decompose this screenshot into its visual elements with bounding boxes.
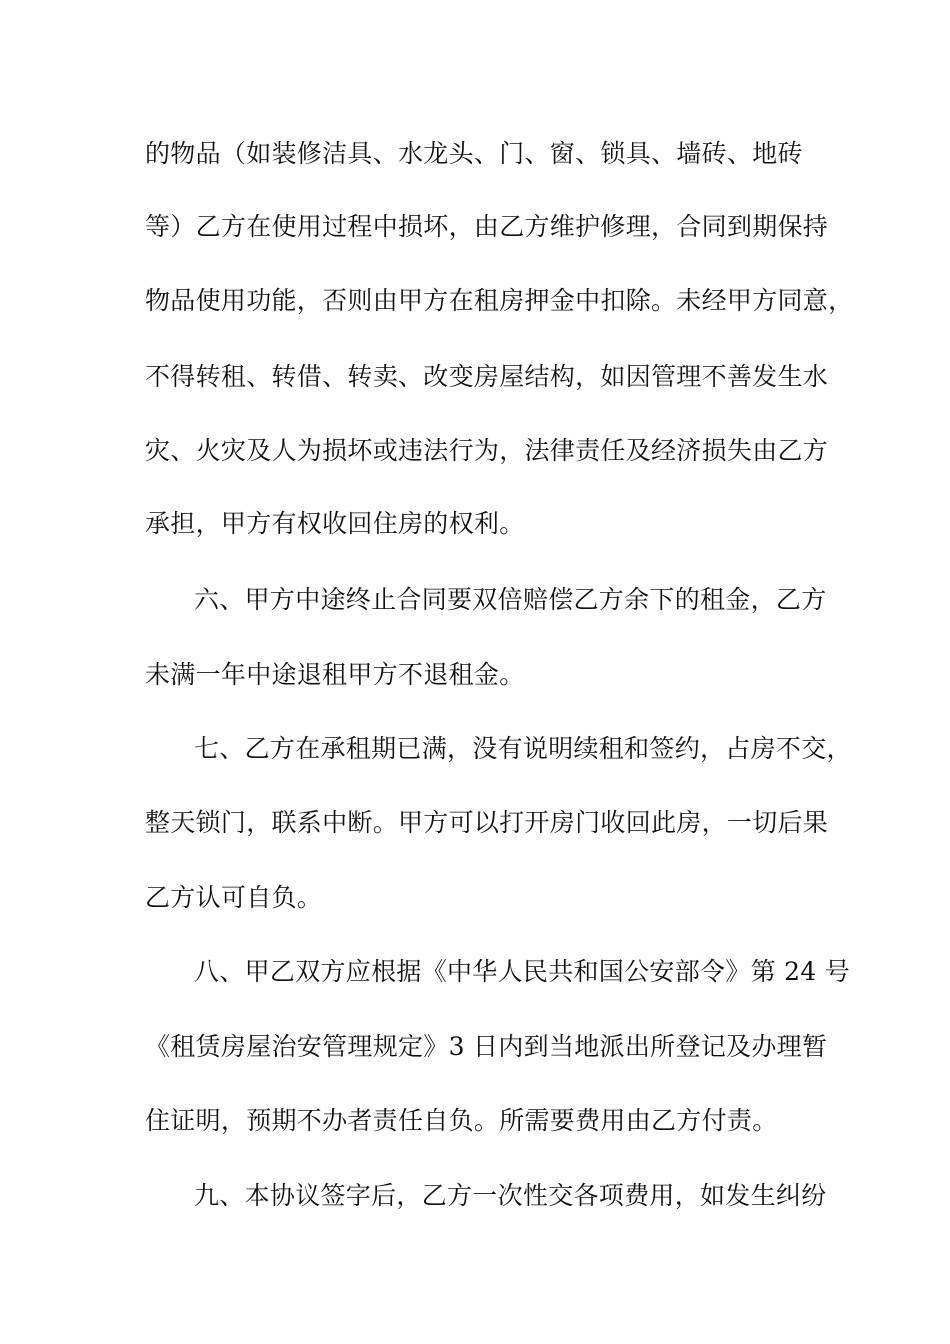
text-line: 等）乙方在使用过程中损坏，由乙方维护修理，合同到期保持 — [145, 212, 829, 241]
text-line: 的物品（如装修洁具、水龙头、门、窗、锁具、墙砖、地砖 — [145, 139, 803, 168]
text-line: 住证明，预期不办者责任自负。所需要费用由乙方付责。 — [145, 1106, 778, 1135]
text-line: 不得转租、转借、转卖、改变房屋结构，如因管理不善发生水 — [145, 362, 829, 391]
paragraph-eight-line-1: 八、甲乙双方应根据《中华人民共和国公安部令》第 24 号 — [194, 957, 851, 986]
paragraph-six-line-1: 六、甲方中途终止合同要双倍赔偿乙方余下的租金，乙方 — [194, 585, 827, 614]
text-line: 乙方认可自负。 — [145, 883, 323, 912]
text-line: 灾、火灾及人为损坏或违法行为，法律责任及经济损失由乙方 — [145, 436, 829, 465]
text-line: 承担，甲方有权收回住房的权利。 — [145, 509, 525, 538]
text-line: 《租赁房屋治安管理规定》3 日内到当地派出所登记及办理暂 — [145, 1032, 828, 1061]
paragraph-seven-line-1: 七、乙方在承租期已满，没有说明续租和签约，占房不交， — [194, 734, 852, 763]
text-line: 未满一年中途退租甲方不退租金。 — [145, 660, 525, 689]
text-line: 整天锁门，联系中断。甲方可以打开房门收回此房，一切后果 — [145, 808, 829, 837]
text-line: 物品使用功能，否则由甲方在租房押金中扣除。未经甲方同意， — [145, 286, 854, 315]
paragraph-nine-line-1: 九、本协议签字后，乙方一次性交各项费用，如发生纠纷 — [194, 1181, 827, 1210]
